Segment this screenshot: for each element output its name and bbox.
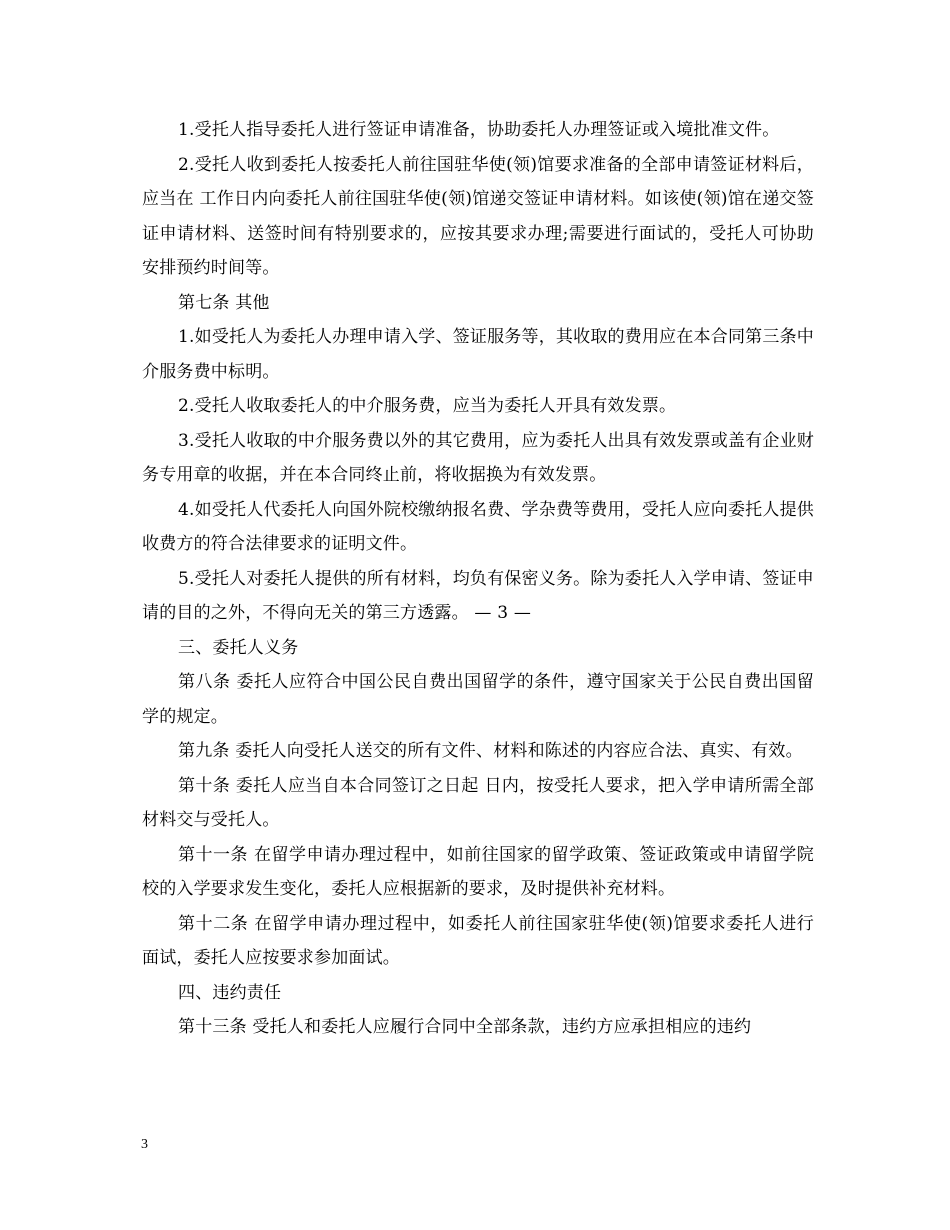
- article-9: 第九条 委托人向受托人送交的所有文件、材料和陈述的内容应合法、真实、有效。: [178, 741, 803, 761]
- section-4-heading: 四、违约责任: [178, 982, 282, 1003]
- paragraph-visa-submission: 2.受托人收到委托人按委托人前往国驻华使(领)馆要求准备的全部申请签证材料后，应当在 工作日内向委托人前往国驻华使(领)馆递交签证申请材料。如该使(领)馆在递交签证申请材料、送签时间有特别要求的，应按其要求办理;需要进行面试的，受托人可协助安排预约时间等。: [142, 154, 814, 278]
- paragraph-visa-guidance: 1.受托人指导委托人进行签证申请准备，协助委托人办理签证或入境批准文件。: [178, 120, 780, 140]
- paragraph-fee-itemization: 1.如受托人为委托人办理申请入学、签证服务等，其收取的费用应在本合同第三条中介服务费中标明。: [142, 327, 814, 382]
- article-7-heading: 第七条 其他: [178, 292, 270, 313]
- article-13: 第十三条 受托人和委托人应履行合同中全部条款，违约方应承担相应的违约: [178, 1017, 752, 1037]
- paragraph-foreign-fees-proof: 4.如受托人代委托人向国外院校缴纳报名费、学杂费等费用，受托人应向委托人提供收费方的符合法律要求的证明文件。: [142, 499, 814, 554]
- article-10: 第十条 委托人应当自本合同签订之日起 日内，按受托人要求，把入学申请所需全部材料交与受托人。: [142, 775, 814, 830]
- article-11: 第十一条 在留学申请办理过程中，如前往国家的留学政策、签证政策或申请留学院校的入学要求发生变化，委托人应根据新的要求，及时提供补充材料。: [142, 844, 814, 899]
- paragraph-service-fee-invoice: 2.受托人收取委托人的中介服务费，应当为委托人开具有效发票。: [178, 396, 677, 416]
- paragraph-other-fees-receipt: 3.受托人收取的中介服务费以外的其它费用，应为委托人出具有效发票或盖有企业财务专用章的收据，并在本合同终止前，将收据换为有效发票。: [142, 430, 814, 485]
- article-12: 第十二条 在留学申请办理过程中，如委托人前往国家驻华使(领)馆要求委托人进行面试，委托人应按要求参加面试。: [142, 913, 814, 968]
- article-8: 第八条 委托人应符合中国公民自费出国留学的条件，遵守国家关于公民自费出国留学的规定。: [142, 672, 814, 727]
- document-body: [142, 113, 814, 1045]
- page-number: 3: [141, 1137, 148, 1152]
- section-3-heading: 三、委托人义务: [178, 637, 299, 658]
- paragraph-confidentiality: 5.受托人对委托人提供的所有材料，均负有保密义务。除为委托人入学申请、签证申请的目的之外，不得向无关的第三方透露。 — 3 —: [142, 568, 814, 623]
